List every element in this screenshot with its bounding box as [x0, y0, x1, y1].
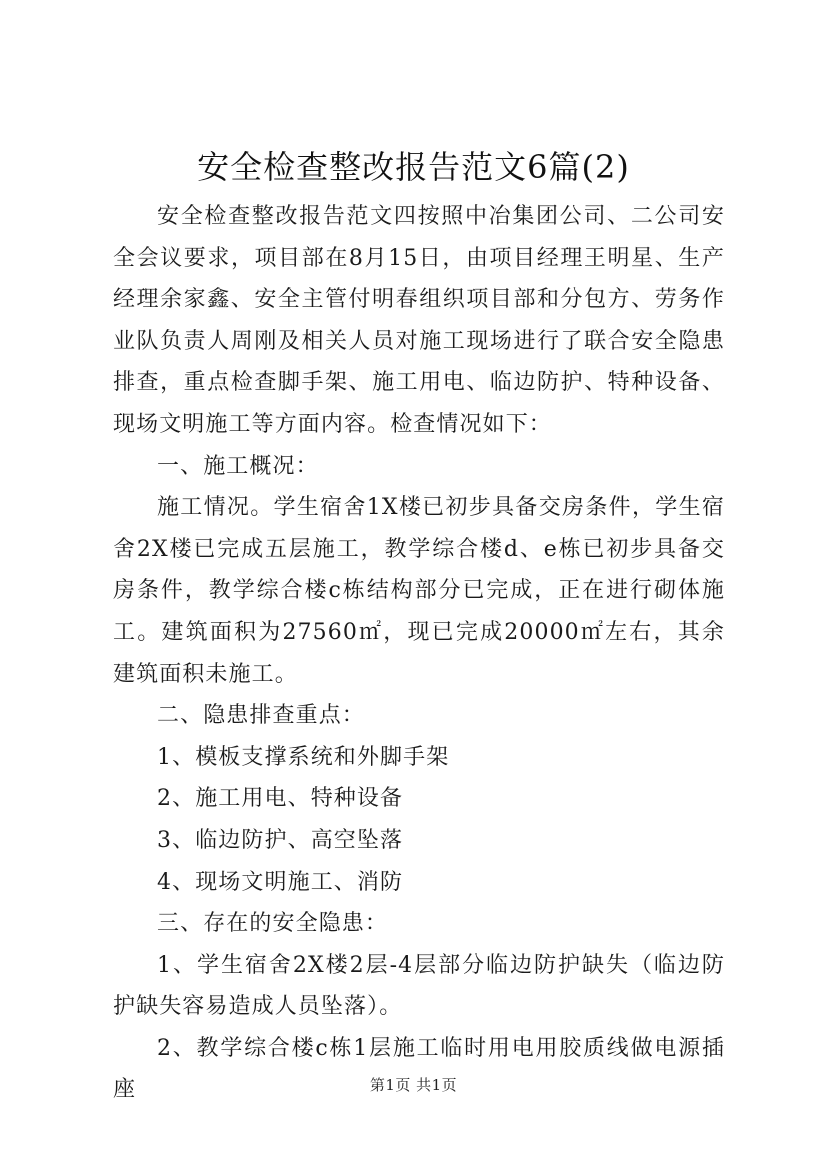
hazard-item-1: 1、学生宿舍2X楼2层-4层部分临边防护缺失（临边防护缺失容易造成人员坠落）。	[113, 952, 725, 1020]
document-title: 安全检查整改报告范文6篇(2)	[197, 148, 630, 186]
paragraph-construction-status: 施工情况。学生宿舍1X楼已初步具备交房条件，学生宿舍2X楼已完成五层施工，教学综合楼d、e栋已初步具备交房条件，教学综合楼c栋结构部分已完成，正在进行砌体施工。建筑面积为27560㎡，现已完成20000㎡左右，其余建筑面积未施工。	[113, 495, 725, 687]
paragraph-intro: 安全检查整改报告范文四按照中冶集团公司、二公司安全会议要求，项目部在8月15日，由项目经理王明星、生产经理余家鑫、安全主管付明春组织项目部和分包方、劳务作业队负责人周刚及相关人员对施工现场进行了联合安全隐患排查，重点检查脚手架、施工用电、临边防护、特种设备、现场文明施工等方面内容。检查情况如下：	[113, 204, 725, 437]
list-item-electricity: 2、施工用电、特种设备	[157, 786, 404, 812]
section-heading-hazards: 三、存在的安全隐患：	[157, 911, 389, 937]
list-item-edge-protection: 3、临边防护、高空坠落	[157, 827, 404, 853]
section-heading-inspection-focus: 二、隐患排查重点：	[157, 703, 365, 729]
hazard-item-2: 2、教学综合楼c栋1层施工临时用电用胶质线做电源插座	[113, 1035, 725, 1103]
section-heading-overview: 一、施工概况：	[157, 453, 319, 479]
document-body	[113, 196, 725, 1111]
page-footer: 第1页 共1页	[369, 1076, 458, 1094]
list-item-civilized-construction: 4、现场文明施工、消防	[157, 869, 404, 895]
list-item-formwork: 1、模板支撑系统和外脚手架	[157, 744, 450, 770]
